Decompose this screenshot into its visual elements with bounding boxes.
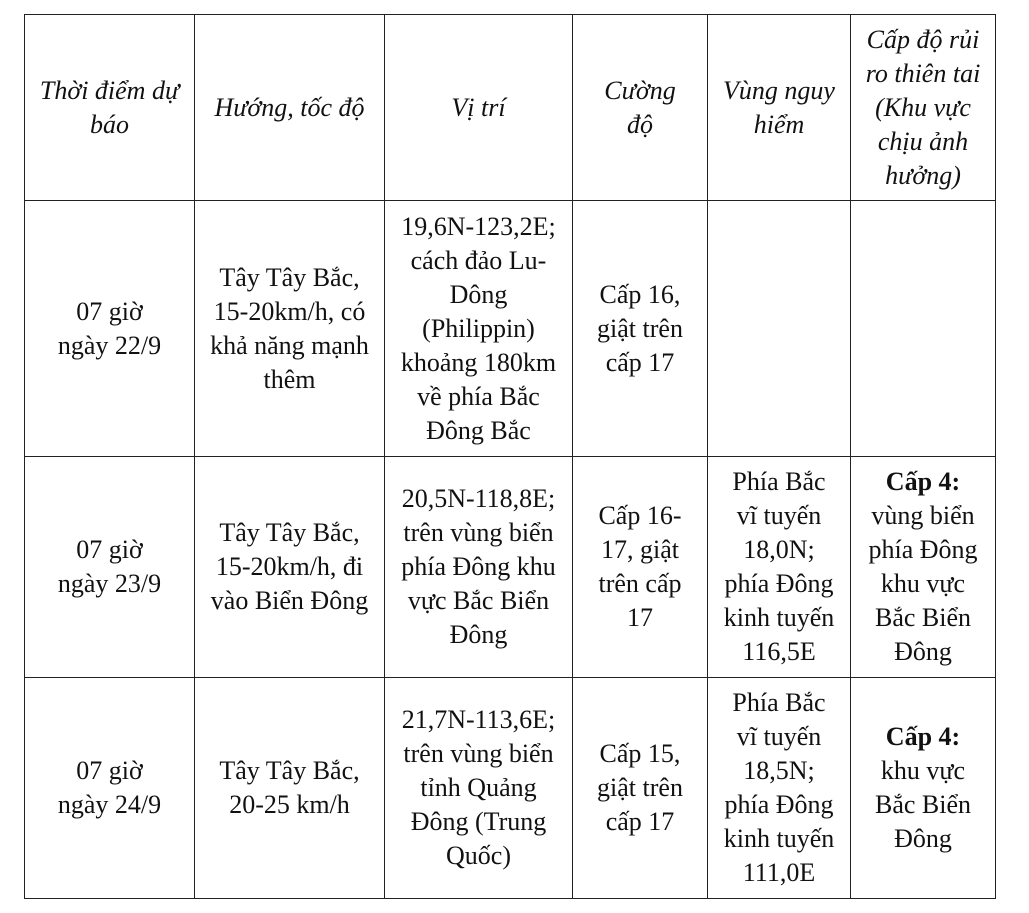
cell-text-line: Cấp 15,: [599, 739, 681, 768]
cell-risk-level: [851, 678, 996, 899]
cell-text-line: vĩ tuyến: [736, 501, 822, 530]
cell-text-line: ngày 24/9: [57, 790, 162, 819]
cell-text-line: 18,0N;: [743, 535, 815, 564]
cell-text-line: trên cấp: [598, 569, 682, 598]
cell-text-line: Phía Bắc: [732, 467, 826, 496]
cell-text-line: 17, giật: [601, 535, 679, 564]
cell-direction-speed: [195, 201, 385, 457]
cell-text-line: 19,6N-123,2E;: [401, 211, 556, 241]
cell-text-line: 21,7N-113,6E;: [401, 705, 556, 734]
cell-text-line: khu vực: [880, 756, 966, 785]
header-text-line: Cường: [604, 75, 676, 105]
cell-text-line: Đông (Trung: [410, 807, 547, 836]
header-position: [385, 15, 573, 201]
header-text-line: (Khu vực: [875, 92, 971, 122]
header-text-line: Thời điểm dự: [39, 75, 180, 105]
header-text-line: báo: [90, 109, 129, 139]
cell-text-line: phía Đông: [724, 790, 834, 819]
cell-text-line: 18,5N;: [743, 756, 815, 785]
cell-text-line: trên vùng biển: [403, 518, 554, 547]
cell-text-line: trên vùng biển: [403, 739, 554, 768]
cell-text-line: 20,5N-118,8E;: [401, 484, 556, 513]
cell-text-line: giật trên: [597, 773, 683, 802]
cell-forecast-time: [25, 678, 195, 899]
cell-danger-zone: [708, 678, 851, 899]
cell-text-line: cách đảo Lu-: [410, 245, 547, 275]
cell-text-line: Dông: [449, 279, 508, 309]
cell-text-line: khoảng 180km: [400, 347, 557, 377]
cell-direction-speed: [195, 678, 385, 899]
cell-text-line: cấp 17: [605, 347, 675, 377]
cell-text-line: 07 giờ: [76, 535, 143, 564]
cell-forecast-time: [25, 201, 195, 457]
cell-text-line: Cấp 16-: [598, 501, 682, 530]
cell-text-line: phía Đông: [868, 535, 978, 564]
cell-text-line: vĩ tuyến: [736, 722, 822, 751]
cell-risk-level: [851, 457, 996, 678]
table-row: [25, 201, 996, 457]
cell-text-line: 20-25 km/h: [229, 790, 350, 819]
header-text-line: hiểm: [753, 109, 805, 139]
cell-text-line: Đông Bắc: [426, 415, 531, 445]
cell-text-line: 15-20km/h, đi: [215, 552, 364, 581]
cell-text-line: giật trên: [597, 313, 683, 343]
risk-level-label: Cấp 4:: [885, 467, 961, 496]
table-row: [25, 678, 996, 899]
cell-text-line: khu vực: [880, 569, 966, 598]
cell-text-line: Cấp 16,: [599, 279, 681, 309]
header-text-line: chịu ảnh: [877, 126, 969, 156]
cell-text-line: phía Đông: [724, 569, 834, 598]
cell-text-line: vực Bắc Biển: [407, 586, 550, 615]
cell-text-line: 17: [627, 603, 653, 632]
header-text-line: Cấp độ rủi: [866, 24, 980, 54]
cell-text-line: về phía Bắc: [417, 381, 540, 411]
header-text-line: Vị trí: [451, 92, 506, 122]
cell-text-line: vùng biển: [871, 501, 975, 530]
header-intensity: [573, 15, 708, 201]
cell-text-line: Đông: [449, 620, 508, 649]
table-header-row: [25, 15, 996, 201]
cell-forecast-time: [25, 457, 195, 678]
cell-position: [385, 201, 573, 457]
cell-text-line: Quốc): [446, 841, 511, 870]
cell-text-line: 111,0E: [742, 858, 816, 887]
cell-text-line: Tây Tây Bắc,: [219, 262, 360, 292]
cell-text-line: tỉnh Quảng: [420, 773, 537, 802]
cell-text-line: vào Biển Đông: [210, 586, 369, 615]
header-text-line: Hướng, tốc độ: [214, 92, 365, 122]
cell-text-line: cấp 17: [605, 807, 675, 836]
cell-text-line: phía Đông khu: [401, 552, 556, 581]
header-text-line: Vùng nguy: [723, 75, 835, 105]
header-text-line: độ: [627, 109, 653, 139]
cell-text-line: Bắc Biển: [874, 790, 972, 819]
table-row: [25, 457, 996, 678]
cell-text-line: ngày 23/9: [57, 569, 162, 598]
header-risk-level: [851, 15, 996, 201]
cell-text-line: Tây Tây Bắc,: [219, 518, 360, 547]
cell-position: [385, 457, 573, 678]
cell-text-line: khả năng mạnh: [210, 330, 369, 360]
header-forecast-time: [25, 15, 195, 201]
cell-text-line: kinh tuyến: [723, 603, 835, 632]
cell-text-line: Đông: [894, 637, 952, 666]
cell-text-line: Bắc Biển: [874, 603, 972, 632]
header-text-line: hưởng): [885, 160, 961, 190]
cell-danger-zone: [708, 457, 851, 678]
cell-text-line: Phía Bắc: [732, 688, 826, 717]
cell-intensity: [573, 201, 708, 457]
forecast-table: [24, 14, 996, 899]
cell-risk-level: [851, 201, 996, 457]
header-text-line: ro thiên tai: [865, 58, 981, 88]
cell-text-line: 07 giờ: [76, 296, 143, 326]
cell-danger-zone: [708, 201, 851, 457]
cell-direction-speed: [195, 457, 385, 678]
cell-text-line: kinh tuyến: [723, 824, 835, 853]
cell-text-line: 07 giờ: [76, 756, 143, 785]
cell-text-line: Tây Tây Bắc,: [219, 756, 360, 785]
cell-position: [385, 678, 573, 899]
cell-text-line: 15-20km/h, có: [213, 296, 366, 326]
cell-text-line: Đông: [894, 824, 952, 853]
header-direction-speed: [195, 15, 385, 201]
risk-level-label: Cấp 4:: [885, 722, 961, 751]
header-danger-zone: [708, 15, 851, 201]
cell-text-line: 116,5E: [742, 637, 816, 666]
cell-text-line: thêm: [263, 364, 316, 394]
cell-intensity: [573, 457, 708, 678]
cell-text-line: ngày 22/9: [57, 330, 162, 360]
cell-text-line: (Philippin): [422, 313, 535, 343]
cell-intensity: [573, 678, 708, 899]
